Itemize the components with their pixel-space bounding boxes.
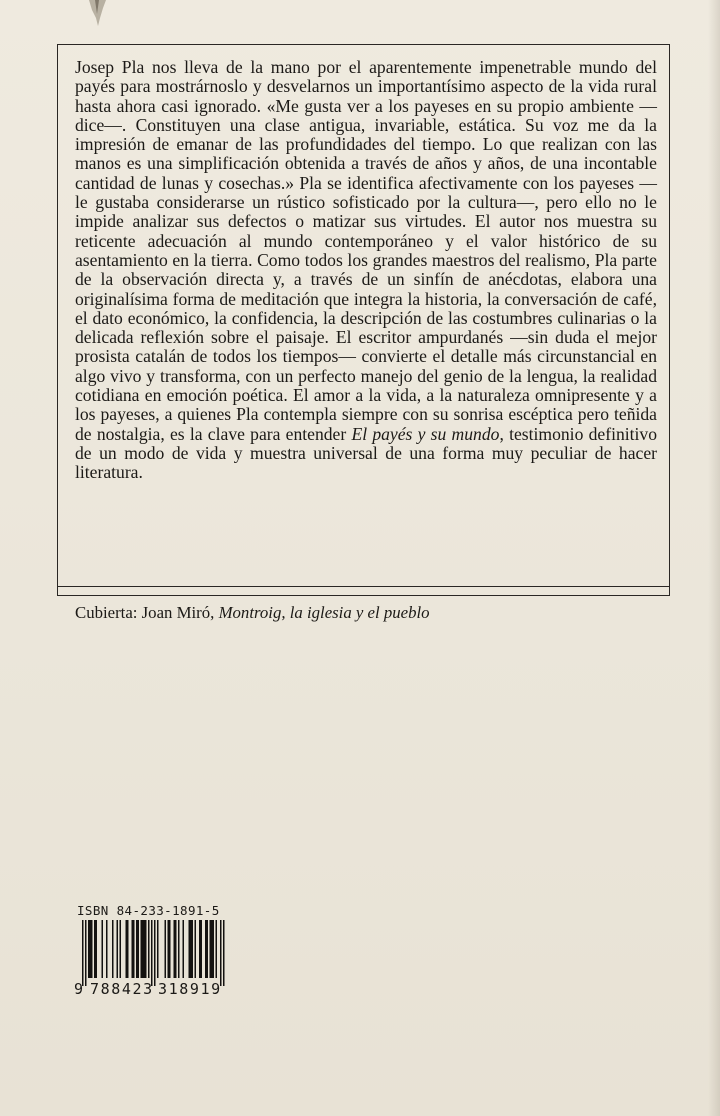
isbn-barcode [74,903,274,1013]
barcode-guard-bar [85,920,87,986]
barcode-bar [169,920,171,978]
barcode-bar [178,920,180,978]
barcode-guard-bar [223,920,225,986]
blurb-text [75,58,657,483]
cover-credit [75,603,430,623]
spine-shadow [708,0,720,1116]
box-divider [58,586,669,587]
barcode-bar [145,920,147,978]
barcode-bar [210,920,212,978]
barcode-guard-bar [151,920,153,986]
barcode-guard-bar [82,920,84,986]
barcode-bar [112,920,114,978]
barcode-bar [192,920,194,978]
barcode-bar [88,920,90,978]
barcode-bar [106,920,108,978]
barcode-bar [138,920,140,978]
barcode-bar [120,920,122,978]
barcode-bar [216,920,218,978]
barcode-bar [174,920,176,978]
barcode-bar [133,920,135,978]
barcode-bar [136,920,138,978]
ean-left-group: 788423 [90,980,154,998]
ean-right-group: 318919 [158,980,222,998]
barcode-bar [190,920,192,978]
barcode-bar [168,920,170,978]
barcode-guard-bar [220,920,222,986]
barcode-bar [183,920,185,978]
barcode-bar [199,920,201,978]
barcode-bar [144,920,146,978]
corner-stain-icon [86,0,108,30]
barcode-bar [117,920,119,978]
blurb-paragraph-part-2: , testimonio definitivo de un modo de vida y muestra universal de una forma muy peculiar de hacer literatura. [75,423,658,483]
barcode-bar [205,920,207,978]
barcode-bar [141,920,143,978]
blurb-paragraph-part-1: Josep Pla nos lleva de la mano por el aparentemente impenetrable mundo del payés para mostrárnoslo y desvelarnos un importantísimo aspecto de la vida rural hasta ahora casi ignorado. «Me gusta ver a los payeses en su propio ambiente —dice—. Constituyen una clase antigua, invariable, estática. Su voz me da la impresión de emanar de las profundidades del tiempo. Lo que realizan con las manos es una simplificación obtenida a través de años y años, de una incontable cantidad de lunas y cosechas.» Pla se identifica afectivamente con los payeses —le gustaba considerarse un rústico sofisticado por la cultura—, pero ello no le impide analizar sus defectos o matizar sus virtudes. El autor nos muestra su reticente adecuación al mundo contemporáneo y el valor histórico de su asentamiento en la tierra. Como todos los grandes maestros del realismo, Pla parte de la observación directa y, a través de un sinfín de anécdotas, elabora una originalísima forma de meditación que integra la historia, la conversación de café, el dato económico, la confidencia, la descripción de las costumbres culinarias o la delicada reflexión sobre el paisaje. El escritor ampurdanés —sin duda el mejor prosista catalán de todos los tiempos— convierte el detalle más circunstancial en algo vivo y transforma, con un perfecto manejo del genio de la lengua, la realidad cotidiana en emoción poética. El amor a la vida, a la naturaleza omnipresente y a los payeses, a quienes Pla contempla siempre con su sonrisa escéptica pero teñida de nostalgia, es la clave para entender [75,57,657,444]
barcode-bar [96,920,98,978]
barcode-bar [142,920,144,978]
blurb-box [57,44,670,622]
barcode-bar [90,920,92,978]
cover-artwork-title: Montroig, la iglesia y el pueblo [218,603,430,622]
barcode-bar [132,920,134,978]
ean-first-digit: 9 [74,980,84,998]
barcode-guard-bar [154,920,156,986]
book-title: El payés y su mundo [351,423,500,444]
cover-credit-prefix: Cubierta: Joan Miró, [75,603,219,622]
barcode-bar [189,920,191,978]
barcode-bar [201,920,203,978]
barcode-bar [165,920,167,978]
barcode-bar [126,920,128,978]
barcode-bar [91,920,93,978]
barcode-bar [127,920,129,978]
barcode-bar [157,920,159,978]
barcode-bar [102,920,104,978]
barcode-bar [207,920,209,978]
isbn-label: ISBN 84-233-1891-5 [77,903,220,918]
barcode-bar [94,920,96,978]
barcode-bar [175,920,177,978]
barcode-bar [211,920,213,978]
barcode-bar [148,920,150,978]
barcode-bar [213,920,215,978]
barcode-bar [195,920,197,978]
